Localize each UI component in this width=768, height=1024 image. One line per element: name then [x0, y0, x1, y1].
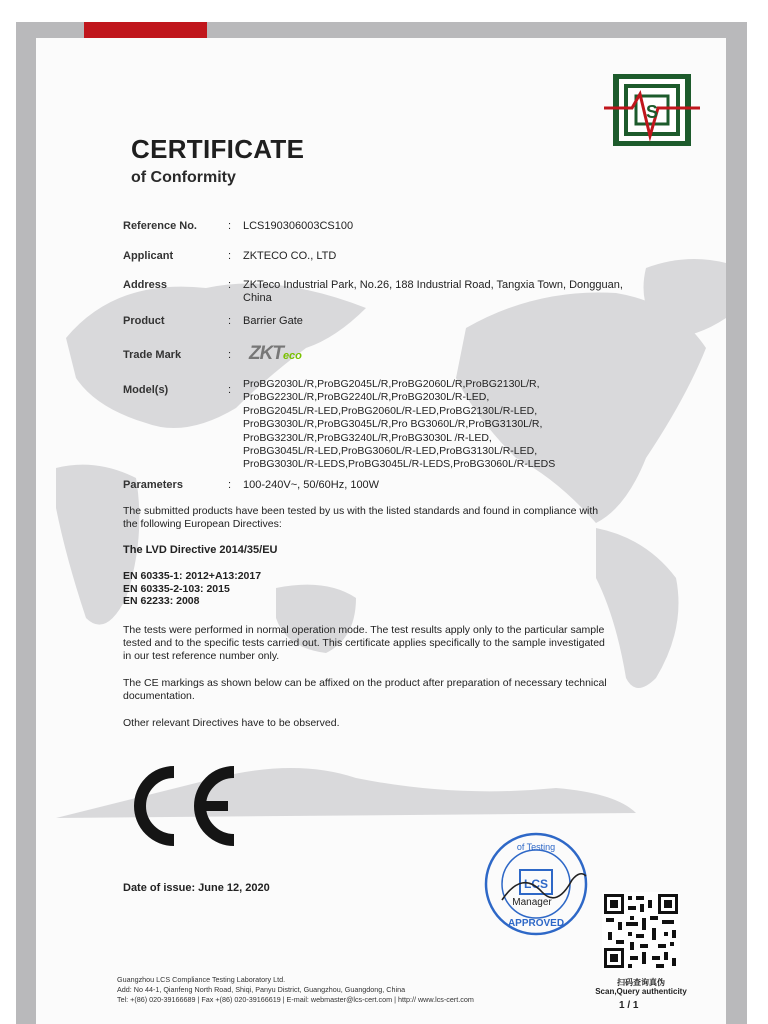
field-label: Trade Mark	[123, 349, 182, 361]
field-value: ZKTECO CO., LTD	[243, 250, 337, 262]
intro-text: The submitted products have been tested by us with the listed standards and found in compliance with the following European Directives:	[123, 505, 599, 530]
model-line: ProBG2230L/R,ProBG2240L/R,ProBG2030L/R-LED,	[243, 391, 490, 404]
footer-address: Add: No 44-1, Qianfeng North Road, Shiqi, Panyu District, Guangzhou, Guangdong, China	[117, 985, 406, 994]
lcs-logo-icon	[602, 74, 702, 146]
model-line: ProBG3230L/R,ProBG3240L/R,ProBG3030L /R-LED,	[243, 431, 492, 444]
footer-lab-name: Guangzhou LCS Compliance Testing Laboratory Ltd.	[117, 975, 286, 984]
other-directives-text: Other relevant Directives have to be observed.	[123, 717, 340, 729]
ce-mark-icon	[122, 762, 242, 850]
qr-scan-label: Scan,Query authenticity	[595, 987, 687, 996]
ce-note-text: The CE markings as shown below can be affixed on the product after preparation of necessary technical documentation.	[123, 677, 607, 702]
svg-text:LCS: LCS	[524, 877, 548, 891]
svg-text:APPROVED: APPROVED	[507, 918, 565, 929]
footer-contact: Tel: +(86) 020-39166689 | Fax +(86) 020-39166619 | E-mail: webmaster@lcs-cert.com | http:// www.lcs-cert.com	[117, 995, 474, 1004]
issue-date: Date of issue: June 12, 2020	[123, 882, 270, 894]
field-value: Barrier Gate	[243, 315, 303, 327]
model-line: ProBG3030L/R,ProBG3045L/R,Pro BG3060L/R,ProBG3130L/R,	[243, 418, 543, 431]
field-label: Model(s)	[123, 384, 169, 396]
standard-item: EN 60335-1: 2012+A13:2017	[123, 570, 262, 582]
model-line: ProBG3045L/R-LED,ProBG3060L/R-LED,ProBG3130L/R-LED,	[243, 445, 538, 458]
directive-text: The LVD Directive 2014/35/EU	[123, 544, 278, 556]
model-line: ProBG3030L/R-LEDS,ProBG3045L/R-LEDS,ProBG3060L/R-LEDS	[243, 458, 556, 471]
certificate-subtitle: of Conformity	[131, 169, 236, 186]
model-list	[243, 378, 623, 472]
approved-stamp-icon	[482, 830, 590, 938]
tests-text: The tests were performed in normal operation mode. The test results apply only to the particular sample tested and to the specific tests carried out. This certificate applies specifically to the sample investigated in our test reference number only.	[123, 624, 605, 662]
standards-list	[123, 570, 613, 608]
field-value: LCS190306003CS100	[243, 220, 354, 232]
zkteco-logo: ZKTeco	[249, 343, 302, 364]
certificate-title: CERTIFICATE	[131, 134, 305, 164]
field-label: Applicant	[123, 250, 174, 262]
page-number: 1 / 1	[619, 1000, 639, 1011]
field-value: ZKTeco Industrial Park, No.26, 188 Industrial Road, Tangxia Town, Dongguan, China	[243, 279, 623, 304]
field-label: Address	[123, 279, 168, 291]
qr-cn-label: 扫码查询真伪	[617, 978, 665, 987]
certificate-paper: S CERTIFICATE of Conformity Reference No. : LCS190306003CS100 Applicant : ZKTECO CO., LTD Address : ZKTeco Industrial Park, No.26, 188 Industrial Road, Tangxia Town, Dongguan, China Product : Barrier Gate Trade Mark : ZKTeco Model(s) : ProBG2030L/R,ProBG2045L/R,ProBG2060L/R,ProBG2130L/R, ProBG2230L/R,ProBG2240L/R,ProBG2030L/R-LED, ProBG2045L/R-LED,ProBG2060L/R-LED,ProBG2130L/R-LED, ProBG3030L/R,ProBG3045L/R,Pro BG3060L/R,ProBG3130L/R, ProBG3230L/R,ProBG3240L/R,ProBG3030L /R-LED, ProBG3045L/R-LED,ProBG3060L/R-LED,ProBG3130L/R-LED, ProBG3030L/R-LEDS,ProBG3045L/R-LEDS,ProBG3060L/R-LEDS Parameters : 100-240V~, 50/60Hz, 100W The submitted products have been tested by us with the listed standards and found in compliance with the following European Directives: The LVD Directive 2014/35/EU EN 60335-1: 2012+A13:2017 EN 60335-2-103: 2015 EN 62233: 2008 The tests were performed in normal operation mode. The test results apply only to the particular sample tested and to the specific tests carried out. This certificate applies specifically to the sample investigated in our test reference number only. The CE markings as shown below can be affixed on the product after preparation of necessary technical documentation. Other relevant Directives have to be observed. Date of issue: June 12, 2020 LCS of Testing APPROVED Manager 扫码查询真伪 Scan,Query authenticity 1 / 1 Guangzhou LCS Compliance Testing Laboratory Ltd. Add: No 44-1, Qianfeng North Road, Shiqi, Panyu District, Guangzhou, Guangdong, China Tel: +(86) 020-39166689 | Fax +(86) 020-39166619 | E-mail: webmaster@lcs-cert.com | http:// www.lcs-cert.com	[36, 38, 726, 1024]
standard-item: EN 60335-2-103: 2015	[123, 582, 230, 595]
field-label: Parameters	[123, 479, 183, 491]
field-value: 100-240V~, 50/60Hz, 100W	[243, 479, 380, 491]
qr-code[interactable]	[602, 892, 680, 970]
model-line: ProBG2030L/R,ProBG2045L/R,ProBG2060L/R,ProBG2130L/R,	[243, 378, 540, 390]
field-label: Product	[123, 315, 165, 327]
svg-text:S: S	[645, 102, 659, 122]
manager-label: Manager	[512, 897, 552, 908]
field-label: Reference No.	[123, 220, 197, 232]
model-line: ProBG2045L/R-LED,ProBG2060L/R-LED,ProBG2130L/R-LED,	[243, 404, 538, 417]
standard-item: EN 62233: 2008	[123, 595, 200, 607]
svg-text:of Testing: of Testing	[516, 842, 556, 852]
frame-red-tab	[84, 22, 207, 38]
